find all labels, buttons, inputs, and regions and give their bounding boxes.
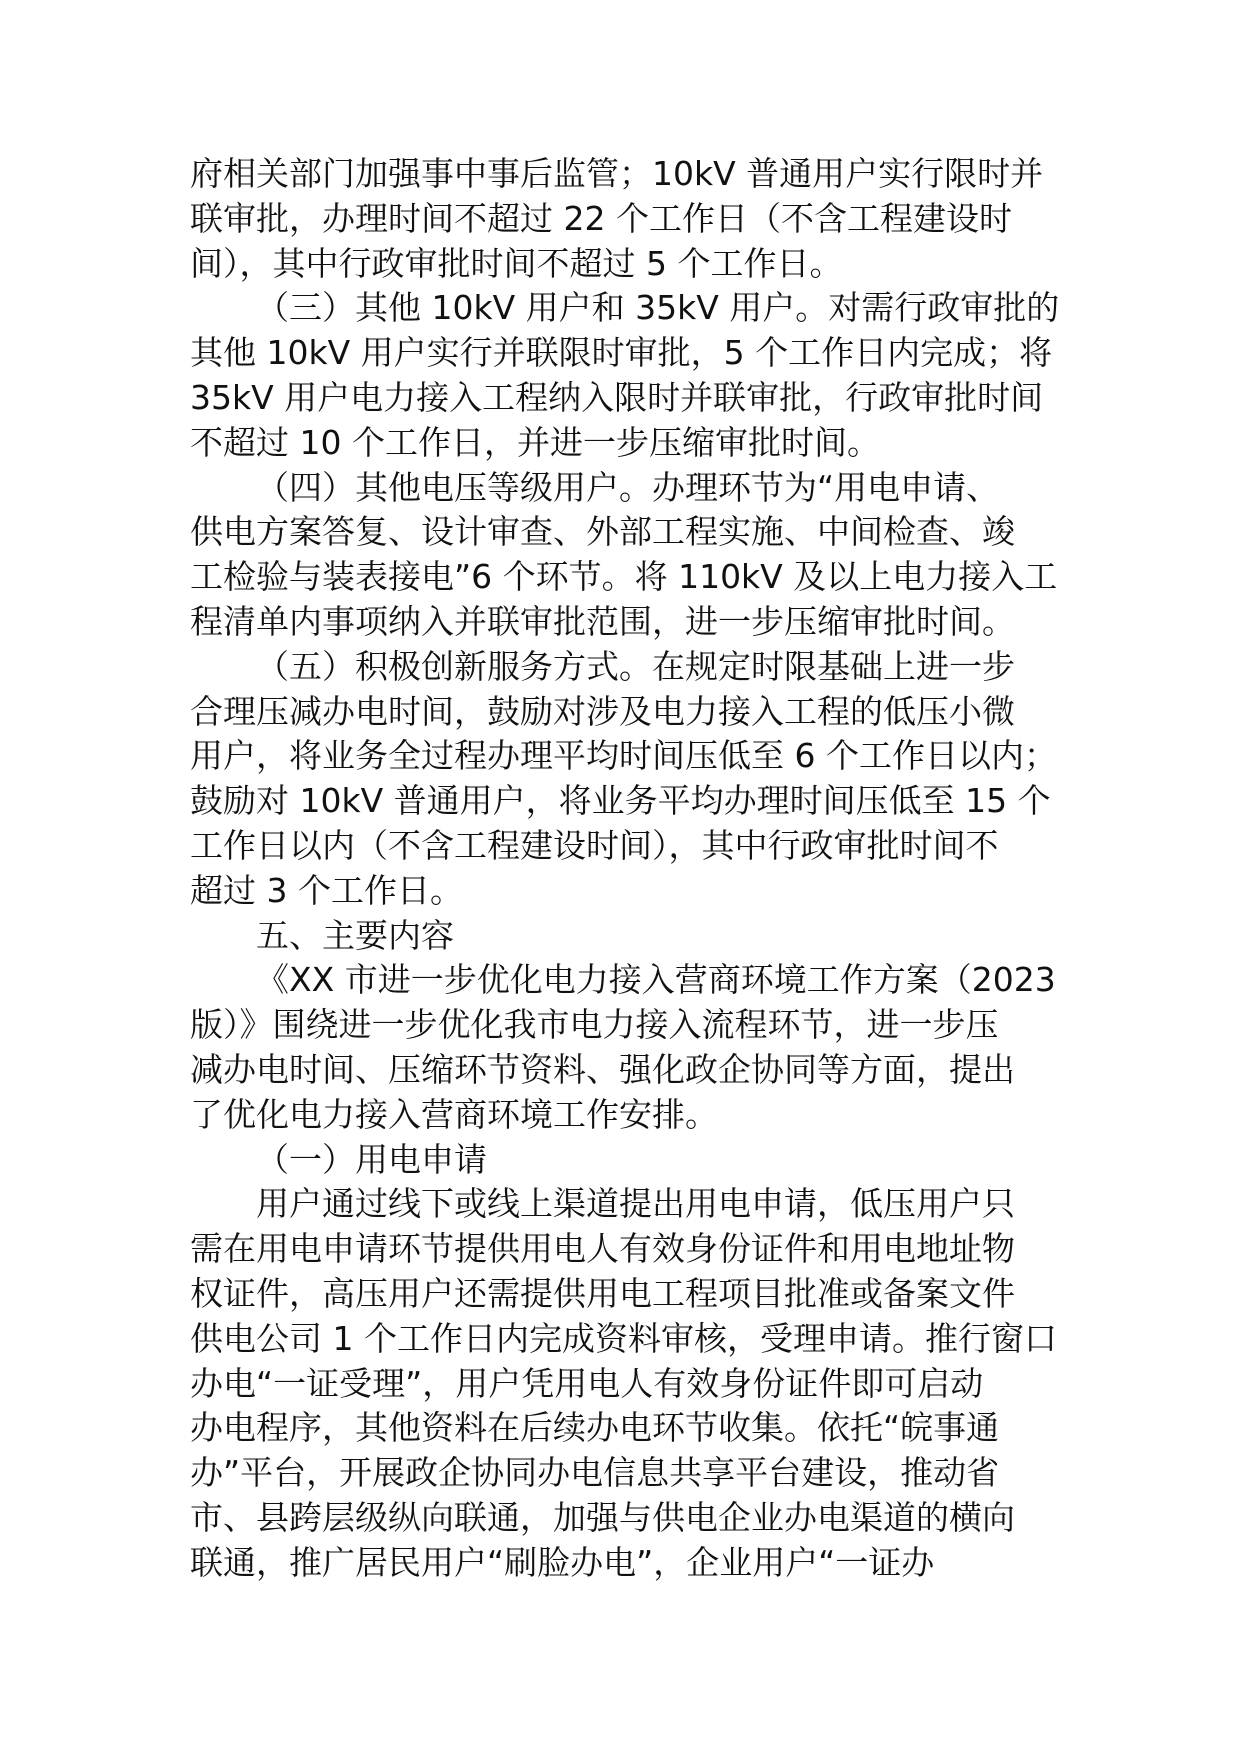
- text-line-14: 用户，将业务全过程办理平均时间压低至 6 个工作日以内；: [190, 736, 1057, 776]
- text-line-26: 权证件，高压用户还需提供用电工程项目批准或备案文件: [190, 1273, 1015, 1313]
- text-line-7: 不超过 10 个工作日，并进一步压缩审批时间。: [190, 422, 880, 462]
- text-line-22: 了优化电力接入营商环境工作安排。: [190, 1094, 718, 1134]
- text-line-13: 合理压减办电时间，鼓励对涉及电力接入工程的低压小微: [190, 691, 1015, 731]
- text-line-15: 鼓励对 10kV 普通用户，将业务平均办理时间压低至 15 个: [190, 781, 1051, 821]
- text-line-27: 供电公司 1 个工作日内完成资料审核，受理申请。推行窗口: [190, 1318, 1057, 1358]
- text-line-19: 《XX 市进一步优化电力接入营商环境工作方案（2023: [256, 960, 1056, 1000]
- text-line-25: 需在用电申请环节提供用电人有效身份证件和用电地址物: [190, 1229, 1015, 1269]
- text-line-16: 工作日以内（不含工程建设时间），其中行政审批时间不: [190, 825, 999, 865]
- text-line-9: 供电方案答复、设计审查、外部工程实施、中间检查、竣: [190, 512, 1015, 552]
- text-line-31: 市、县跨层级纵向联通，加强与供电企业办电渠道的横向: [190, 1497, 1015, 1537]
- text-line-30: 办”平台，开展政企协同办电信息共享平台建设，推动省: [190, 1453, 1000, 1493]
- text-line-1: 府相关部门加强事中事后监管；10kV 普通用户实行限时并: [190, 154, 1044, 193]
- text-line-32: 联通，推广居民用户“刷脸办电”，企业用户“一证办: [190, 1542, 935, 1582]
- text-line-2: 联审批，办理时间不超过 22 个工作日（不含工程建设时: [190, 198, 1012, 238]
- section-heading-three: （三）其他 10kV 用户和 35kV 用户。对需行政审批的: [256, 288, 1060, 328]
- subsection-heading-application: （一）用电申请: [256, 1139, 487, 1179]
- text-line-6: 35kV 用户电力接入工程纳入限时并联审批，行政审批时间: [190, 377, 1044, 417]
- text-line-10: 工检验与装表接电”6 个环节。将 110kV 及以上电力接入工: [190, 557, 1058, 597]
- text-line-5: 其他 10kV 用户实行并联限时审批，5 个工作日内完成；将: [190, 333, 1053, 373]
- text-line-20: 版）》围绕进一步优化我市电力接入流程环节，进一步压: [190, 1005, 999, 1045]
- text-line-17: 超过 3 个工作日。: [190, 870, 463, 910]
- text-line-24: 用户通过线下或线上渠道提出用电申请，低压用户只: [256, 1184, 1015, 1224]
- text-line-3: 间），其中行政审批时间不超过 5 个工作日。: [190, 243, 843, 283]
- section-heading-five: （五）积极创新服务方式。在规定时限基础上进一步: [256, 646, 1015, 686]
- document-body: [190, 152, 1060, 1586]
- text-line-29: 办电程序，其他资料在后续办电环节收集。依托“皖事通: [190, 1408, 1000, 1448]
- text-line-21: 减办电时间、压缩环节资料、强化政企协同等方面，提出: [190, 1049, 1015, 1089]
- text-line-28: 办电“一证受理”，用户凭用电人有效身份证件即可启动: [190, 1363, 984, 1403]
- chapter-heading-main-content: 五、主要内容: [256, 915, 454, 955]
- section-heading-four: （四）其他电压等级用户。办理环节为“用电申请、: [256, 467, 1000, 507]
- text-line-11: 程清单内事项纳入并联审批范围，进一步压缩审批时间。: [190, 601, 1015, 641]
